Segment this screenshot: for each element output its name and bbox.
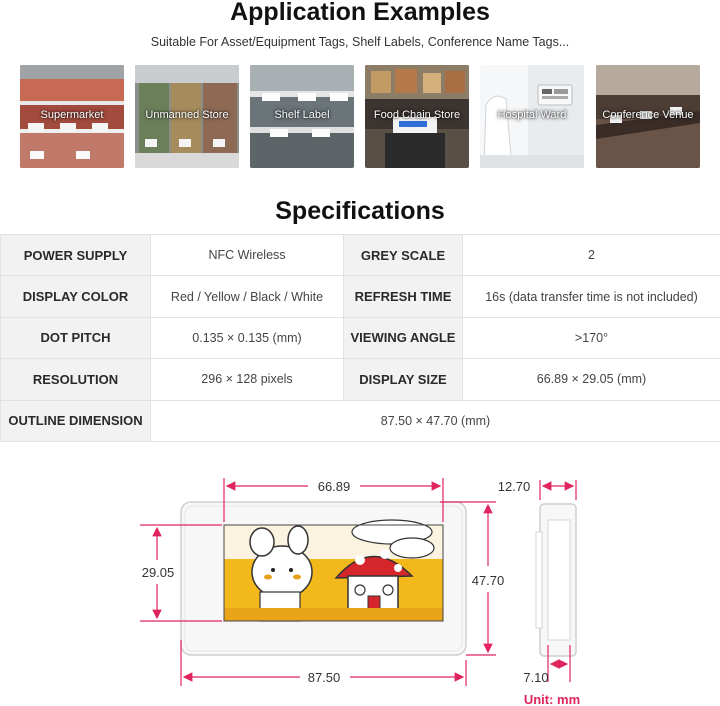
example-label: Shelf Label — [274, 109, 330, 121]
example-label: Conference Venue — [602, 109, 694, 121]
example-label: Supermarket — [40, 109, 104, 121]
example-food-chain-store-image — [365, 65, 469, 168]
spec-value: 87.50 × 47.70 (mm) — [151, 400, 720, 441]
spec-key: DISPLAY COLOR — [1, 276, 151, 317]
spec-value: Red / Yellow / Black / White — [151, 276, 344, 317]
table-row — [1, 359, 720, 400]
display-screen — [224, 520, 443, 621]
spec-value: 296 × 128 pixels — [151, 359, 344, 400]
spec-value: 16s (data transfer time is not included) — [463, 276, 720, 317]
device-side-view — [536, 504, 576, 656]
table-row — [1, 235, 720, 276]
dim-outline-width: 87.50 — [307, 670, 341, 685]
spec-key: DISPLAY SIZE — [344, 359, 463, 400]
spec-key: REFRESH TIME — [344, 276, 463, 317]
example-shelf-label-image — [250, 65, 354, 168]
example-conference-venue-image — [596, 65, 700, 168]
application-examples-title: Application Examples — [230, 0, 490, 26]
example-unmanned-store-image — [135, 65, 239, 168]
specifications-table — [0, 234, 720, 442]
spec-key: RESOLUTION — [1, 359, 151, 400]
spec-key: OUTLINE DIMENSION — [1, 400, 151, 441]
spec-key: DOT PITCH — [1, 317, 151, 358]
example-supermarket-image — [20, 65, 124, 168]
spec-key: POWER SUPPLY — [1, 235, 151, 276]
example-hospital-ward-image — [480, 65, 584, 168]
spec-key: VIEWING ANGLE — [344, 317, 463, 358]
table-row — [1, 400, 720, 441]
example-label: Food Chain Store — [373, 109, 461, 121]
dim-display-width: 66.89 — [317, 479, 351, 494]
spec-key: GREY SCALE — [344, 235, 463, 276]
spec-value: NFC Wireless — [151, 235, 344, 276]
table-row — [1, 276, 720, 317]
spec-value: 66.89 × 29.05 (mm) — [463, 359, 720, 400]
application-examples-subtitle: Suitable For Asset/Equipment Tags, Shelf Labels, Conference Name Tags... — [150, 35, 570, 49]
dim-outline-height: 47.70 — [471, 573, 505, 588]
dim-display-height: 29.05 — [141, 565, 175, 580]
spec-value: >170° — [463, 317, 720, 358]
dimension-drawing — [0, 460, 720, 706]
dim-thickness-top: 12.70 — [497, 479, 531, 494]
example-label: Hospital Ward — [497, 109, 567, 121]
dim-thickness-bottom: 7.10 — [523, 670, 549, 685]
spec-value: 2 — [463, 235, 720, 276]
unit-label: Unit: mm — [523, 692, 581, 706]
specifications-title: Specifications — [275, 197, 445, 225]
example-label: Unmanned Store — [145, 109, 229, 121]
table-row — [1, 317, 720, 358]
application-examples-gallery — [20, 65, 700, 168]
spec-value: 0.135 × 0.135 (mm) — [151, 317, 344, 358]
